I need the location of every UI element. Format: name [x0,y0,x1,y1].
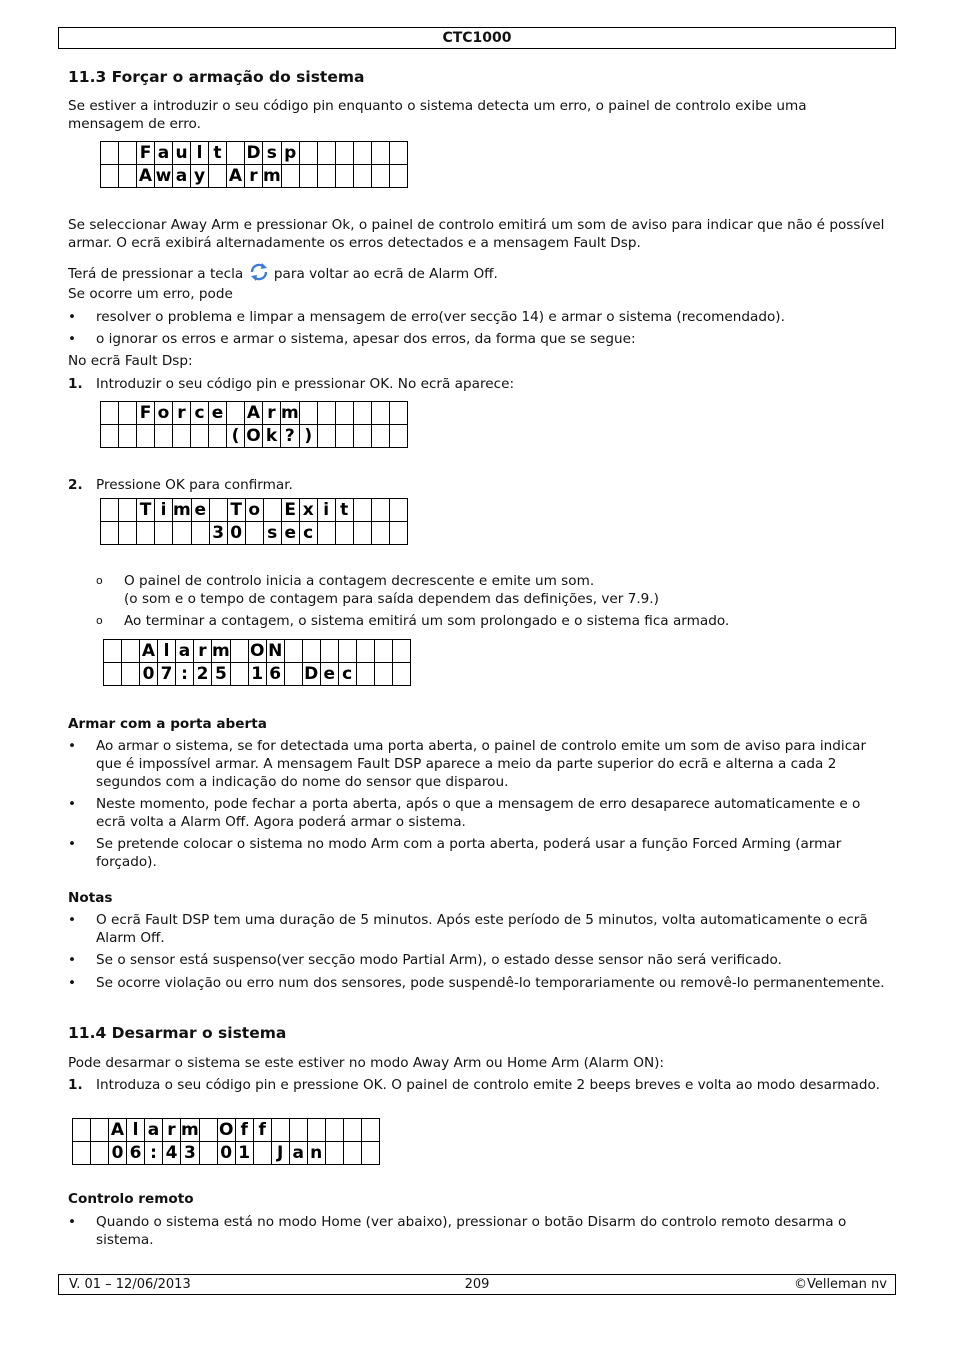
lcd-cell [353,142,371,165]
lcd-cell: T [227,499,245,522]
lcd-cell [371,142,389,165]
lcd-cell [173,522,192,545]
lcd-cell [253,1142,271,1165]
lcd-cell [371,402,389,425]
lcd-cell: : [176,663,194,686]
lcd-cell [317,402,335,425]
lcd-cell [307,1119,325,1142]
lcd-cell: n [307,1142,325,1165]
paragraph: Se estiver a introduzir o seu código pin enquanto o sistema detecta um erro, o painel de controlo exibe uma mensagem de erro. [68,98,807,132]
lcd-cell: t [335,499,353,522]
lcd-cell: f [253,1119,271,1142]
lcd-cell [101,142,119,165]
lcd-cell [371,425,389,448]
lcd-cell: r [173,402,191,425]
lcd-row [101,165,408,188]
lcd-cell: 0 [217,1142,235,1165]
paragraph: Pode desarmar o sistema se este estiver no modo Away Arm ou Home Arm (Alarm ON): [68,1055,665,1071]
lcd-force-arm [100,401,408,448]
lcd-cell [271,1119,289,1142]
lcd-cell [335,425,353,448]
lcd-cell: r [245,165,263,188]
lcd-cell: a [145,1119,163,1142]
lcd-cell: 3 [209,522,227,545]
lcd-cell [199,1142,217,1165]
lcd-cell [353,522,371,545]
lcd-cell [209,165,227,188]
lcd-cell: 2 [194,663,212,686]
lcd-cell: p [281,142,299,165]
lcd-cell [371,499,389,522]
bullet-marker: • [68,1214,77,1230]
bullet-marker: • [68,952,77,968]
lcd-row [104,663,411,686]
lcd-cell: 0 [109,1142,127,1165]
lcd-cell [119,499,137,522]
lcd-cell: k [263,425,281,448]
lcd-cell [374,640,392,663]
lcd-cell: F [137,402,155,425]
lcd-row [101,142,408,165]
section-title-11-4: 11.4 Desarmar o sistema [68,1024,287,1042]
document-header [58,27,896,49]
lcd-cell [289,1119,307,1142]
lcd-cell: 6 [127,1142,145,1165]
lcd-cell [230,663,248,686]
lcd-cell [299,402,317,425]
lcd-cell: D [304,664,319,684]
lcd-cell: i [155,499,173,522]
lcd-cell [101,522,119,545]
bullet-marker: • [68,836,77,852]
lcd-cell [227,142,245,165]
lcd-cell [101,425,119,448]
lcd-row [101,402,408,425]
lcd-cell: c [191,402,209,425]
lcd-cell: i [317,499,335,522]
paragraph: Se ocorre um erro, pode [68,286,233,302]
lcd-cell [104,663,122,686]
lcd-cell: m [181,1120,199,1140]
lcd-cell [104,640,122,663]
lcd-cell [119,425,137,448]
lcd-cell [356,663,374,686]
lcd-cell: 6 [266,663,284,686]
bullet-marker: • [68,738,77,754]
lcd-cell [371,165,389,188]
lcd-cell [209,425,227,448]
lcd-cell [356,640,374,663]
lcd-cell [155,522,173,545]
lcd-cell: w [155,166,172,186]
lcd-cell: J [271,1142,289,1165]
lcd-cell [389,165,407,188]
lcd-time-to-exit [100,498,408,545]
lcd-cell [284,663,302,686]
lcd-cell [317,425,335,448]
lcd-cell [73,1142,91,1165]
bullet-marker: • [68,975,77,991]
lcd-cell [335,165,353,188]
lcd-cell [389,499,407,522]
lcd-row [101,425,408,448]
lcd-cell [353,402,371,425]
lcd-cell [325,1142,343,1165]
lcd-cell: A [227,165,245,188]
lcd-cell [317,142,335,165]
footer-copyright: ©Velleman nv [793,1277,887,1292]
lcd-cell [122,640,140,663]
subsection-title: Notas [68,890,113,906]
number-marker: 1. [68,376,83,392]
lcd-cell [209,499,227,522]
lcd-cell [101,165,119,188]
number-marker: 2. [68,477,83,493]
lcd-cell [389,402,407,425]
lcd-cell [389,142,407,165]
lcd-cell: l [191,142,209,165]
lcd-cell [338,640,356,663]
lcd-row [73,1119,380,1142]
lcd-row [101,522,408,545]
lcd-cell: A [245,402,263,425]
lcd-cell [353,425,371,448]
lcd-cell: s [263,522,281,545]
lcd-cell: 0 [140,663,158,686]
lcd-row [104,640,411,663]
lcd-cell: ) [299,425,317,448]
lcd-cell [320,640,338,663]
lcd-cell [122,663,140,686]
lcd-cell: c [338,663,356,686]
lcd-cell: 7 [158,663,176,686]
lcd-cell: 1 [235,1142,253,1165]
lcd-cell: a [155,142,173,165]
subsection-title: Armar com a porta aberta [68,716,267,732]
bullet-marker: • [68,912,77,928]
lcd-cell [101,402,119,425]
lcd-cell [343,1119,361,1142]
lcd-cell [263,499,281,522]
lcd-cell: m [281,403,299,423]
lcd-cell [389,425,407,448]
lcd-cell: m [212,641,230,661]
lcd-cell: a [173,165,191,188]
lcd-cell: e [281,522,299,545]
lcd-cell: ? [281,425,300,448]
lcd-cell: o [155,402,173,425]
subsection-title: Controlo remoto [68,1191,194,1207]
lcd-cell: r [263,402,281,425]
lcd-row [101,499,408,522]
header-title: CTC1000 [442,30,512,46]
lcd-cell: 0 [227,522,245,545]
lcd-cell: 3 [181,1142,200,1165]
lcd-cell [101,499,119,522]
lcd-cell [119,165,137,188]
lcd-cell [284,640,302,663]
lcd-cell [137,522,155,545]
lcd-cell [392,640,410,663]
section-title-11-3: 11.3 Forçar o armação do sistema [68,68,365,86]
paragraph-refresh: Terá de pressionar a tecla para voltar ao ecrã de Alarm Off. [68,263,886,283]
lcd-cell: O [218,1120,234,1140]
lcd-cell: E [281,499,299,522]
lcd-cell: l [127,1119,145,1142]
lcd-cell [353,499,371,522]
lcd-cell: y [191,165,209,188]
lcd-cell: F [137,142,155,165]
lcd-cell: s [263,142,282,165]
lcd-cell [335,142,353,165]
lcd-cell: m [263,166,281,186]
lcd-cell [317,165,335,188]
lcd-cell [230,640,248,663]
lcd-cell: a [289,1142,307,1165]
lcd-cell [281,165,299,188]
lcd-cell [299,165,317,188]
lcd-cell: 5 [212,663,231,686]
lcd-cell [91,1142,109,1165]
lcd-cell [199,1119,217,1142]
footer-page-number: 209 [464,1277,490,1292]
lcd-cell: ( [227,425,245,448]
lcd-cell [325,1119,343,1142]
lcd-cell: e [209,402,227,425]
lcd-cell: O [246,426,261,446]
lcd-cell: c [299,522,317,545]
lcd-cell: x [299,499,317,522]
lcd-cell [317,522,335,545]
lcd-cell [389,522,407,545]
lcd-cell [91,1119,109,1142]
lcd-cell [119,402,137,425]
lcd-cell: a [176,640,194,663]
lcd-cell: e [320,663,338,686]
footer-version: V. 01 – 12/06/2013 [69,1277,191,1292]
lcd-cell [335,522,353,545]
refresh-icon [248,263,270,281]
lcd-cell [119,522,137,545]
lcd-cell: A [109,1119,127,1142]
lcd-cell [371,522,389,545]
lcd-cell [155,425,173,448]
bullet-marker: • [68,796,77,812]
lcd-cell [392,663,410,686]
paragraph: Se seleccionar Away Arm e pressionar Ok, o painel de controlo emitirá um som de aviso para indicar que não é possível armar. O ecrã exibirá alternadamente os erros detectados e a mensagem Fault Dsp. [68,217,885,251]
bullet-marker: • [68,331,77,347]
lcd-cell [299,142,317,165]
lcd-cell [227,402,245,425]
lcd-cell: l [158,640,176,663]
lcd-cell [335,402,353,425]
lcd-row [73,1142,380,1165]
circle-marker: o [96,574,103,587]
lcd-cell [353,165,371,188]
lcd-cell [119,142,137,165]
lcd-cell: D [246,143,261,163]
lcd-cell [361,1119,379,1142]
lcd-cell [302,640,320,663]
lcd-cell: e [191,499,209,522]
lcd-cell: N [268,641,283,661]
lcd-alarm-on [103,639,411,686]
lcd-cell [137,425,155,448]
lcd-cell: m [173,500,191,520]
lcd-cell: r [194,640,212,663]
lcd-cell: f [235,1119,253,1142]
paragraph: No ecrã Fault Dsp: [68,353,193,369]
lcd-cell [191,425,209,448]
lcd-cell: o [245,499,263,522]
lcd-cell: A [137,165,155,188]
circle-marker: o [96,614,103,627]
lcd-cell: 4 [163,1142,181,1165]
lcd-cell [73,1119,91,1142]
lcd-cell: u [173,142,191,165]
lcd-cell [343,1142,361,1165]
lcd-cell: r [163,1119,181,1142]
lcd-cell [245,522,263,545]
lcd-cell: 1 [248,663,266,686]
lcd-cell [361,1142,379,1165]
lcd-cell [173,425,191,448]
lcd-cell: : [145,1142,163,1165]
lcd-cell: A [140,640,158,663]
number-marker: 1. [68,1077,83,1093]
bullet-marker: • [68,309,77,325]
lcd-cell: O [249,641,265,661]
lcd-cell: t [209,142,227,165]
lcd-cell [191,522,209,545]
lcd-alarm-off [72,1118,380,1165]
document-footer [58,1274,896,1295]
lcd-fault-dsp [100,141,408,188]
lcd-cell [374,663,392,686]
lcd-cell: T [137,499,155,522]
